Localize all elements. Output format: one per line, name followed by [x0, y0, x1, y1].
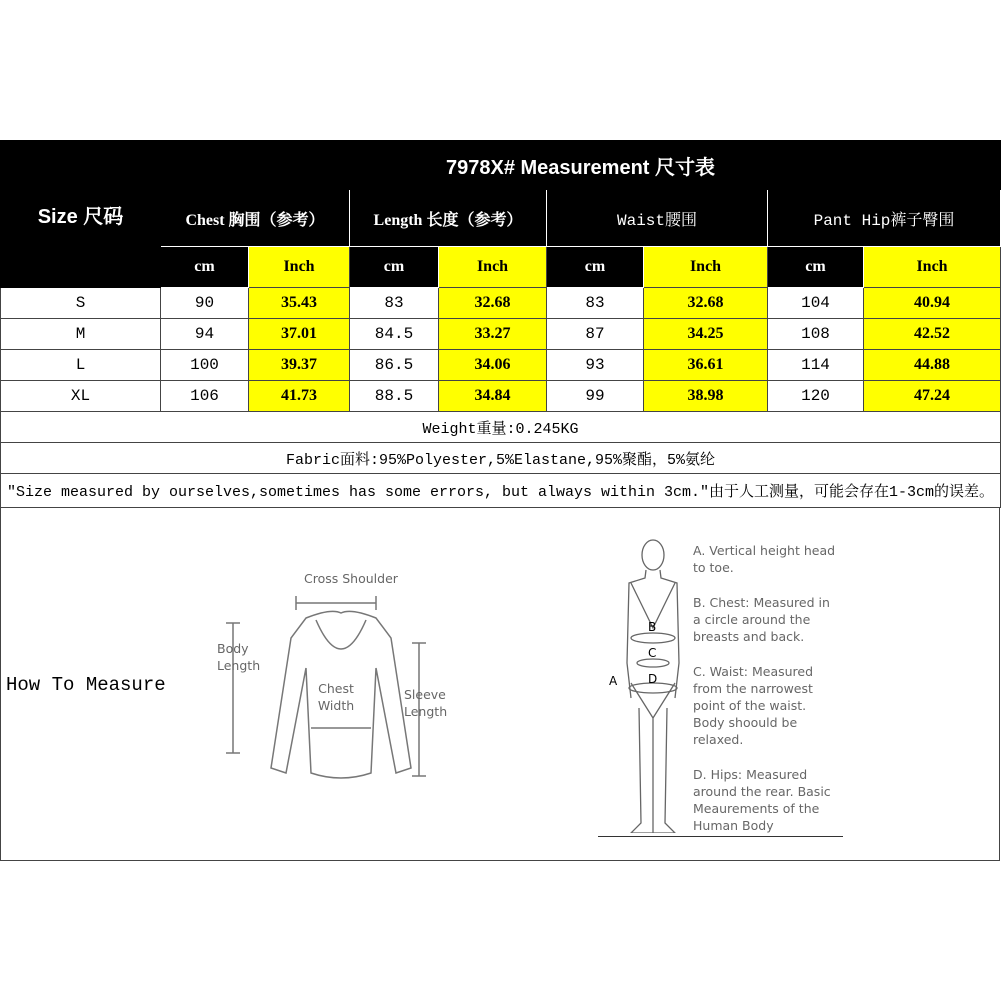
inch-value: 34.06 — [439, 350, 547, 381]
unit-inch: Inch — [439, 247, 547, 288]
unit-cm: cm — [350, 247, 439, 288]
letter-b: B — [648, 620, 657, 634]
table-row — [1, 350, 1001, 381]
inch-value: 33.27 — [439, 319, 547, 350]
inch-value: 39.37 — [249, 350, 350, 381]
cm-value: 93 — [547, 350, 644, 381]
table-row — [1, 319, 1001, 350]
cm-value: 120 — [768, 381, 864, 412]
weight-info: Weight重量:0.245KG — [1, 412, 1001, 443]
size-chart-table — [0, 140, 1001, 508]
unit-cm: cm — [768, 247, 864, 288]
cm-value: 104 — [768, 288, 864, 319]
inch-value: 32.68 — [644, 288, 768, 319]
measurement-note: "Size measured by ourselves,sometimes has some errors, but always within 3cm."由于人工测量，可能会存在1-3cm的误差。 — [1, 474, 1001, 508]
cm-value: 84.5 — [350, 319, 439, 350]
unit-cm: cm — [547, 247, 644, 288]
letter-a: A — [609, 674, 618, 688]
col-hip: Pant Hip裤子臀围 — [768, 190, 1001, 247]
cm-value: 94 — [161, 319, 249, 350]
size-header: Size 尺码 — [1, 141, 161, 288]
chart-title: 7978X# Measurement 尺寸表 — [161, 141, 1001, 190]
divider — [598, 836, 843, 837]
note-b: B. Chest: Measured in a circle around the breasts and back. — [693, 595, 830, 644]
size-cell: XL — [1, 381, 161, 412]
table-row — [1, 381, 1001, 412]
body-figure-diagram — [601, 533, 691, 833]
note-c: C. Waist: Measured from the narrowest point of the waist. Body shoould be relaxed. — [693, 664, 814, 747]
cm-value: 90 — [161, 288, 249, 319]
cm-value: 87 — [547, 319, 644, 350]
size-cell: S — [1, 288, 161, 319]
cm-value: 83 — [547, 288, 644, 319]
cm-value: 106 — [161, 381, 249, 412]
note-a: A. Vertical height head to toe. — [693, 543, 836, 575]
inch-value: 44.88 — [864, 350, 1001, 381]
cm-value: 88.5 — [350, 381, 439, 412]
body-length-label: Body Length — [217, 641, 261, 673]
cross-shoulder-label: Cross Shoulder — [304, 571, 398, 586]
letter-c: C — [648, 646, 657, 660]
unit-inch: Inch — [249, 247, 350, 288]
inch-value: 32.68 — [439, 288, 547, 319]
col-length: Length 长度（参考） — [350, 190, 547, 247]
inch-value: 34.25 — [644, 319, 768, 350]
cm-value: 83 — [350, 288, 439, 319]
how-to-measure-label: How To Measure — [6, 674, 166, 696]
cm-value: 108 — [768, 319, 864, 350]
inch-value: 34.84 — [439, 381, 547, 412]
size-cell: L — [1, 350, 161, 381]
chest-width-label: Chest Width — [317, 681, 355, 713]
inch-value: 47.24 — [864, 381, 1001, 412]
col-chest: Chest 胸围（参考） — [161, 190, 350, 247]
inch-value: 37.01 — [249, 319, 350, 350]
cm-value: 114 — [768, 350, 864, 381]
inch-value: 35.43 — [249, 288, 350, 319]
inch-value: 41.73 — [249, 381, 350, 412]
unit-inch: Inch — [864, 247, 1001, 288]
unit-cm: cm — [161, 247, 249, 288]
unit-inch: Inch — [644, 247, 768, 288]
cm-value: 100 — [161, 350, 249, 381]
sleeve-length-label: Sleeve Length — [404, 687, 448, 719]
fabric-info: Fabric面料:95%Polyester,5%Elastane,95%聚酯，5%氨纶 — [1, 443, 1001, 474]
how-to-measure-section — [0, 507, 1000, 861]
note-d: D. Hips: Measured around the rear. Basic Meaurements of the Human Body — [693, 767, 831, 833]
inch-value: 40.94 — [864, 288, 1001, 319]
inch-value: 38.98 — [644, 381, 768, 412]
inch-value: 36.61 — [644, 350, 768, 381]
cm-value: 99 — [547, 381, 644, 412]
inch-value: 42.52 — [864, 319, 1001, 350]
col-waist: Waist腰围 — [547, 190, 768, 247]
cm-value: 86.5 — [350, 350, 439, 381]
size-cell: M — [1, 319, 161, 350]
table-row — [1, 288, 1001, 319]
letter-d: D — [648, 672, 658, 686]
